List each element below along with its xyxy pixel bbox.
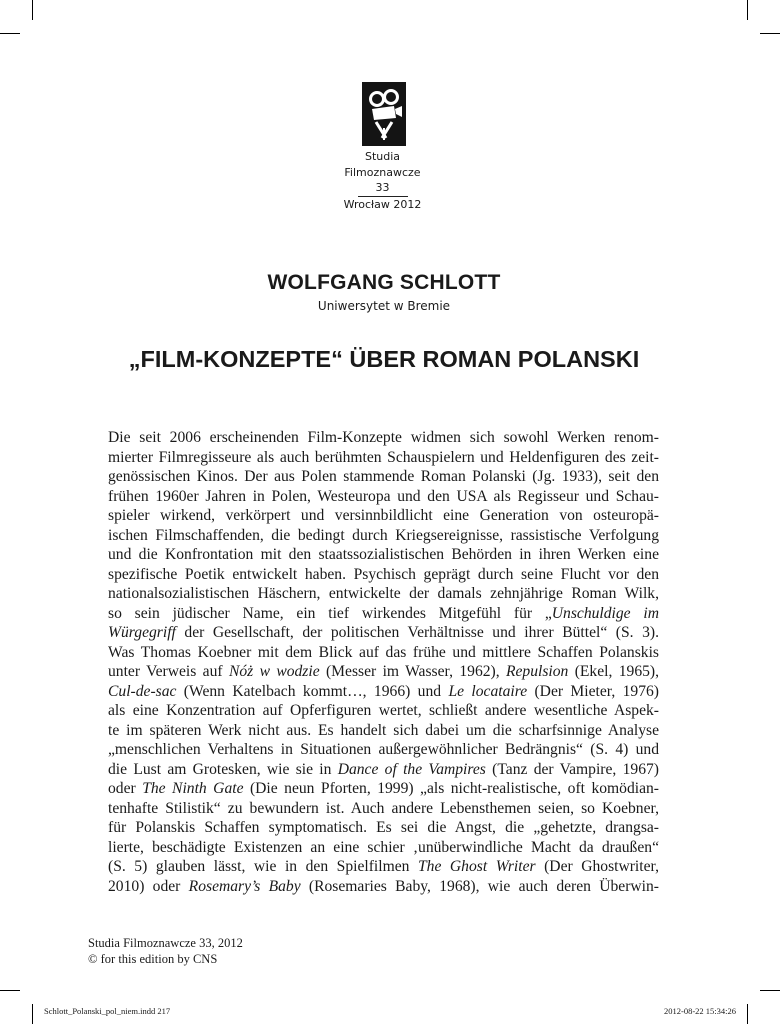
author-name: WOLFGANG SCHLOTT [267, 271, 501, 294]
text-line [108, 818, 659, 838]
text-run: Die seit 2006 erscheinenden Film-Konzepte widmen sich sowohl Werken renom- [108, 429, 659, 446]
text-line [108, 526, 659, 546]
text-line [108, 584, 659, 604]
text-run: unter Verweis auf [108, 663, 229, 680]
text-line [108, 760, 659, 780]
author-affiliation: Uniwersytet w Bremie [317, 299, 451, 313]
slug-timestamp: 2012-08-22 15:34:26 [663, 1006, 736, 1016]
text-line [108, 799, 659, 819]
text-run: die Lust am Grotesken, wie sie in [108, 760, 338, 778]
journal-info [300, 149, 465, 212]
text-run: (Der Ghostwriter, [535, 858, 659, 875]
article-title: „FILM-KONZEPTE“ ÜBER ROMAN POLANSKI [128, 346, 640, 372]
text-run: (Messer im Wasser, 1962), [319, 663, 506, 680]
journal-name-line1: Studia [364, 150, 401, 163]
article-body [108, 428, 659, 896]
text-line [108, 623, 659, 643]
text-run: (Der Mieter, 1976) [527, 682, 660, 700]
text-line [108, 545, 659, 565]
journal-number: 33 [375, 181, 390, 194]
text-run: (Ekel, 1965), [568, 663, 659, 680]
crop-mark [747, 1004, 748, 1024]
work-title: The Ninth Gate [142, 780, 244, 797]
text-run: (S. 5) glauben lässt, wie in den Spielfilmen [108, 858, 418, 875]
text-line [108, 721, 659, 741]
work-title: Würgegriff [108, 624, 176, 641]
work-title: Le locataire [448, 682, 528, 700]
work-title: Cul-de-sac [108, 682, 177, 700]
text-line [108, 604, 659, 624]
journal-name-line2: Filmoznawcze [344, 165, 421, 179]
text-run: mierter Filmregisseure als auch berühmten Schauspielern und Heldenfiguren des zeit- [108, 448, 659, 466]
text-line [108, 506, 659, 526]
text-run: tenhafte Stilistik“ zu bewundern ist. Auch andere Lebensthemen seien, so Koebner, [108, 799, 659, 817]
text-run: frühen 1960er Jahren in Polen, Westeuropa und den USA als Regisseur und Schau- [108, 487, 659, 505]
text-run: für Polanskis Schaffen symptomatisch. Es sei die Angst, die „gehetzte, drangsa- [108, 819, 659, 836]
footer-copyright: © for this edition by CNS [88, 951, 218, 966]
text-run: (Rosemaries Baby, 1968), wie auch deren Überwin- [300, 877, 659, 895]
text-line [108, 448, 659, 468]
text-run: oder [108, 780, 143, 797]
text-line [108, 682, 659, 702]
crop-mark [747, 0, 748, 20]
text-run: ischen Filmschaffenden, die bedingt durch Kriegsereignisse, rassistische Verfolgung [108, 526, 659, 544]
crop-mark [760, 33, 780, 34]
work-title: The Ghost Writer [417, 858, 536, 875]
text-run: (Tanz der Vampire, 1967) [485, 760, 659, 778]
slug-file: Schlott_Polanski_pol_niem.indd 217 [44, 1006, 171, 1016]
footer-journal-line: Studia Filmoznawcze 33, 2012 [88, 936, 243, 950]
text-run: als eine Konzentration auf Opferfiguren wertet, schließt andere wesentliche Aspek- [108, 702, 659, 719]
text-run: genössischen Kinos. Der aus Polen stammende Roman Polanski (Jg. 1933), seit den [108, 468, 659, 485]
text-run: der Gesellschaft, der politischen Verhältnisse und ihrer Büttel“ (S. 3). [175, 624, 659, 641]
journal-place-year: Wrocław 2012 [343, 197, 422, 211]
text-line [108, 467, 659, 487]
work-title: Unschuldige im [551, 604, 659, 622]
work-title: Repulsion [505, 663, 569, 680]
crop-mark [0, 33, 20, 34]
text-run: spieler wirkend, verkörpert und versinnbildlicht eine Generation von osteuropä- [108, 507, 659, 524]
text-run: Was Thomas Koebner mit dem Blick auf das frühe und mittlere Schaffen Polanskis [108, 643, 659, 661]
text-run: nationalsozialistischen Häschern, entwickelte der damals zehnjährige Roman Wilk, [108, 585, 659, 602]
text-run: spezifische Poetik entwickelt haben. Psychisch geprägt durch seine Flucht vor den [108, 565, 659, 583]
text-run: (Die neun Pforten, 1999) „als nicht-realistische, oft komödian- [243, 780, 659, 797]
text-run: 2010) oder [108, 877, 189, 895]
text-run: so sein jüdischer Name, ein tief wirkendes Mitgefühl für „ [108, 604, 552, 622]
text-line [108, 877, 659, 897]
text-line [108, 740, 659, 760]
text-run: und die Konfrontation mit den staatssozialistischen Behörden in ihren Werken eine [108, 546, 659, 563]
footer [88, 936, 243, 967]
text-line [108, 428, 659, 448]
text-line [108, 701, 659, 721]
text-run: te im späteren Werk nicht aus. Es handelt sich dabei um die scharfsinnige Analyse [108, 721, 659, 739]
crop-mark [0, 990, 20, 991]
crop-mark [32, 1004, 33, 1024]
text-line [108, 838, 659, 858]
film-camera-logo-icon [362, 82, 406, 146]
work-title: Rosemary’s Baby [188, 877, 301, 895]
text-line [108, 565, 659, 585]
crop-mark [32, 0, 33, 20]
text-line [108, 643, 659, 663]
text-run: (Wenn Katelbach kommt…, 1966) und [176, 682, 449, 700]
text-line [108, 857, 659, 877]
text-line [108, 487, 659, 507]
text-run: lierte, beschädigte Existenzen an eine schier ‚unüberwindliche Macht da draußen“ [108, 838, 659, 856]
text-line [108, 779, 659, 799]
crop-mark [760, 990, 780, 991]
work-title: Dance of the Vampires [337, 760, 486, 778]
text-run: „menschlichen Verhaltens in Situationen außergewöhnlicher Bedrängnis“ (S. 4) und [108, 741, 659, 758]
work-title: Nóż w wodzie [228, 663, 320, 680]
text-line [108, 662, 659, 682]
